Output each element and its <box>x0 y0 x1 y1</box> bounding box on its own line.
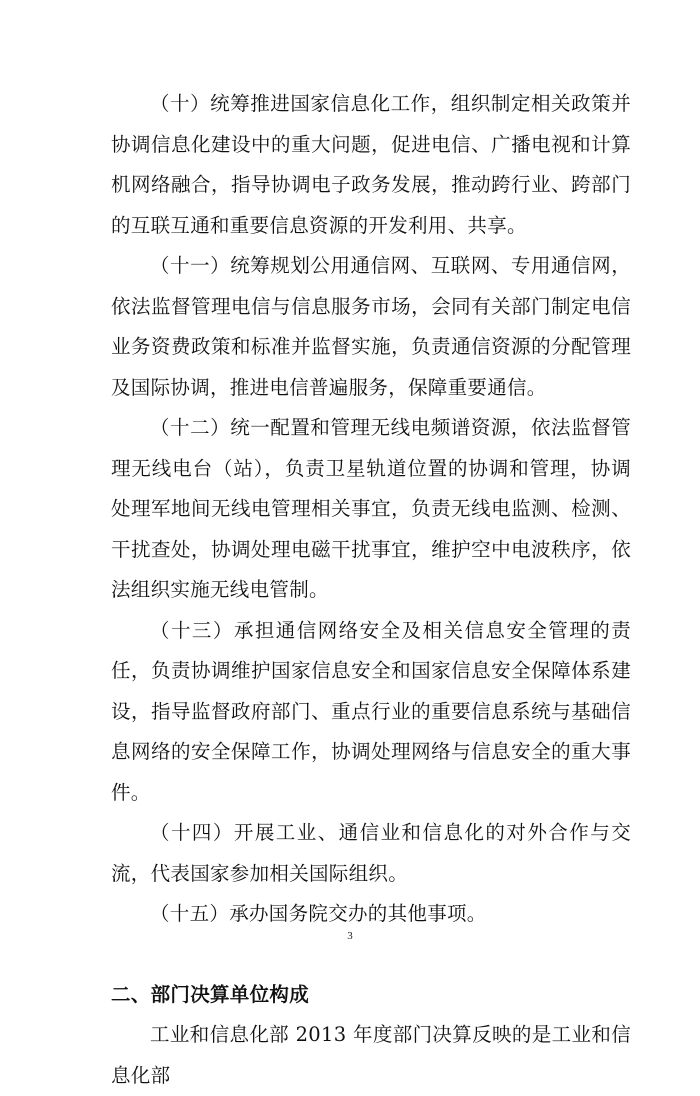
page-content <box>111 84 631 1096</box>
section-heading: 二、部门决算单位构成 <box>111 982 310 1006</box>
paragraph-item-11: （十一）统筹规划公用通信网、互联网、专用通信网，依法监督管理电信与信息服务市场，会同有关部门制定电信业务资费政策和标准并监督实施，负责通信资源的分配管理及国际协调，推进电信普遍服务，保障重要通信。 <box>111 254 631 399</box>
paragraph-item-14: （十四）开展工业、通信业和信息化的对外合作与交流，代表国家参加相关国际组织。 <box>111 821 631 885</box>
paragraph-item-10: （十）统筹推进国家信息化工作，组织制定相关政策并协调信息化建设中的重大问题，促进电信、广播电视和计算机网络融合，指导协调电子政务发展，推动跨行业、跨部门的互联互通和重要信息资源的开发利用、共享。 <box>111 92 631 237</box>
paragraph-item-15: （十五）承办国务院交办的其他事项。 <box>150 902 487 925</box>
paragraph-item-12: （十二）统一配置和管理无线电频谱资源，依法监督管理无线电台（站），负责卫星轨道位置的协调和管理，协调处理军地间无线电管理相关事宜，负责无线电监测、检测、干扰查处，协调处理电磁干扰事宜，维护空中电波秩序，依法组织实施无线电管制。 <box>111 416 631 601</box>
page-number: 3 <box>347 930 353 942</box>
paragraph-item-13: （十三）承担通信网络安全及相关信息安全管理的责任，负责协调维护国家信息安全和国家信息安全保障体系建设，指导监督政府部门、重点行业的重要信息系统与基础信息网络的安全保障工作，协调处理网络与信息安全的重大事件。 <box>111 618 631 804</box>
section-body-text: 工业和信息化部 2013 年度部门决算反映的是工业和信息化部 <box>111 1023 631 1087</box>
